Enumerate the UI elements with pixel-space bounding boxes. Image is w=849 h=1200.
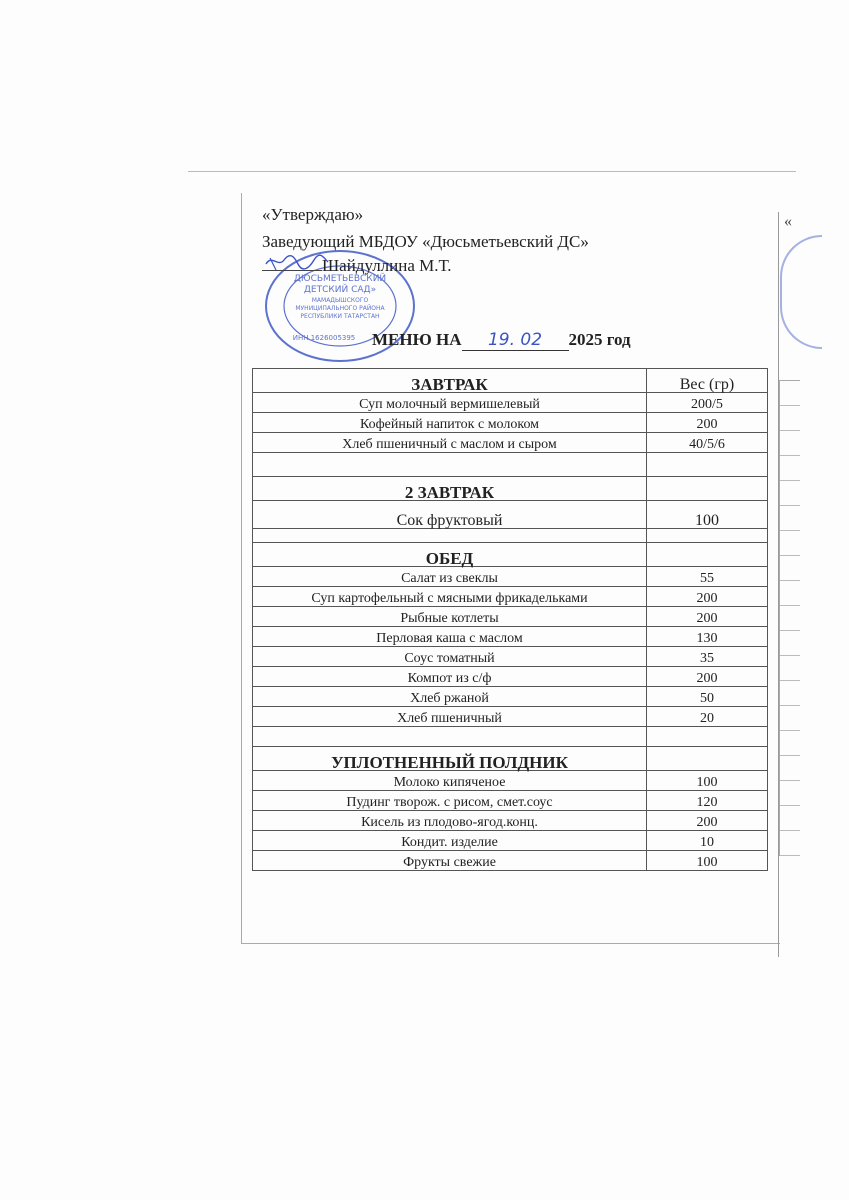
stamp-line-5: РЕСПУБЛИКИ ТАТАРСТАН [300,313,380,320]
dish-weight: 200 [647,587,768,607]
dish-weight: 55 [647,567,768,587]
dish-name: Рыбные котлеты [253,607,647,627]
dish-name: Кисель из плодово-ягод.конц. [253,811,647,831]
dish-weight: 10 [647,831,768,851]
dish-weight: 200 [647,811,768,831]
dish-name: Суп молочный вермишелевый [253,393,647,413]
table-row [253,607,768,627]
title-suffix: 2025 год [568,330,631,349]
dish-name: Хлеб пшеничный с маслом и сыром [253,433,647,453]
header-meal: ЗАВТРАК [253,369,647,393]
approval-label: «Утверждаю» [262,205,364,224]
section-title: ОБЕД [253,543,647,567]
handwritten-signature [262,250,332,274]
dish-name [253,529,647,543]
table-row [253,587,768,607]
dish-weight: 200 [647,667,768,687]
stamp-inn: ИНН 1626005395 [292,334,356,342]
dish-weight: 100 [647,771,768,791]
table-row [253,453,768,477]
dish-name: Соус томатный [253,647,647,667]
section-row [253,543,768,567]
dish-weight [647,747,768,771]
table-row [253,687,768,707]
section-title: 2 ЗАВТРАК [253,477,647,501]
table-row [253,567,768,587]
table-row [253,831,768,851]
title-prefix: МЕНЮ НА [372,330,462,349]
dish-name: Пудинг творож. с рисом, смет.соус [253,791,647,811]
dish-name: Кофейный напиток с молоком [253,413,647,433]
table-row [253,727,768,747]
table-row [253,413,768,433]
stamp-line-2: ДЕТСКИЙ САД» [303,285,377,295]
dish-weight: 200 [647,607,768,627]
dish-name: Сок фруктовый [253,501,647,529]
head-position: Заведующий МБДОУ «Дюсьметьевский ДС» [262,232,589,251]
dish-name: Молоко кипяченое [253,771,647,791]
table-row [253,811,768,831]
dish-name: Хлеб ржаной [253,687,647,707]
table-row [253,791,768,811]
dish-weight [647,727,768,747]
adjacent-page-quote: « [784,213,792,230]
dish-name: Компот из с/ф [253,667,647,687]
dish-name: Хлеб пшеничный [253,707,647,727]
dish-weight [647,477,768,501]
dish-weight: 200 [647,413,768,433]
table-row [253,433,768,453]
dish-weight: 40/5/6 [647,433,768,453]
table-row [253,501,768,529]
stamp-line-3: МАМАДЫШСКОГО [311,297,369,304]
dish-name [253,727,647,747]
dish-weight: 35 [647,647,768,667]
dish-weight: 100 [647,501,768,529]
dish-name: Суп картофельный с мясными фрикадельками [253,587,647,607]
header-weight: Вес (гр) [647,369,768,393]
stamp-line-1: ДЮСЬМЕТЬЕВСКИЙ [293,274,387,284]
page-title [372,330,631,351]
dish-weight [647,543,768,567]
section-title: УПЛОТНЕННЫЙ ПОЛДНИК [253,747,647,771]
dish-name: Салат из свеклы [253,567,647,587]
table-row [253,851,768,871]
dish-weight: 100 [647,851,768,871]
dish-weight: 20 [647,707,768,727]
dish-weight: 50 [647,687,768,707]
menu-date: 19. 02 [462,330,569,351]
menu-table [252,368,768,871]
dish-weight [647,529,768,543]
stamp-line-4: МУНИЦИПАЛЬНОГО РАЙОНА [295,305,385,312]
dish-weight: 130 [647,627,768,647]
table-row [253,529,768,543]
section-row [253,477,768,501]
dish-weight: 200/5 [647,393,768,413]
adjacent-page-table [779,380,800,856]
table-header-row [253,369,768,393]
table-row [253,667,768,687]
table-row [253,771,768,791]
dish-weight: 120 [647,791,768,811]
table-row [253,647,768,667]
dish-name [253,453,647,477]
adjacent-page-stamp [780,235,822,349]
signatory-name: Шайдуллина М.Т. [322,256,452,275]
dish-name: Кондит. изделие [253,831,647,851]
table-row [253,393,768,413]
dish-name: Перловая каша с маслом [253,627,647,647]
section-row [253,747,768,771]
dish-name: Фрукты свежие [253,851,647,871]
table-row [253,707,768,727]
dish-weight [647,453,768,477]
scan-edge-line [188,171,796,172]
table-row [253,627,768,647]
